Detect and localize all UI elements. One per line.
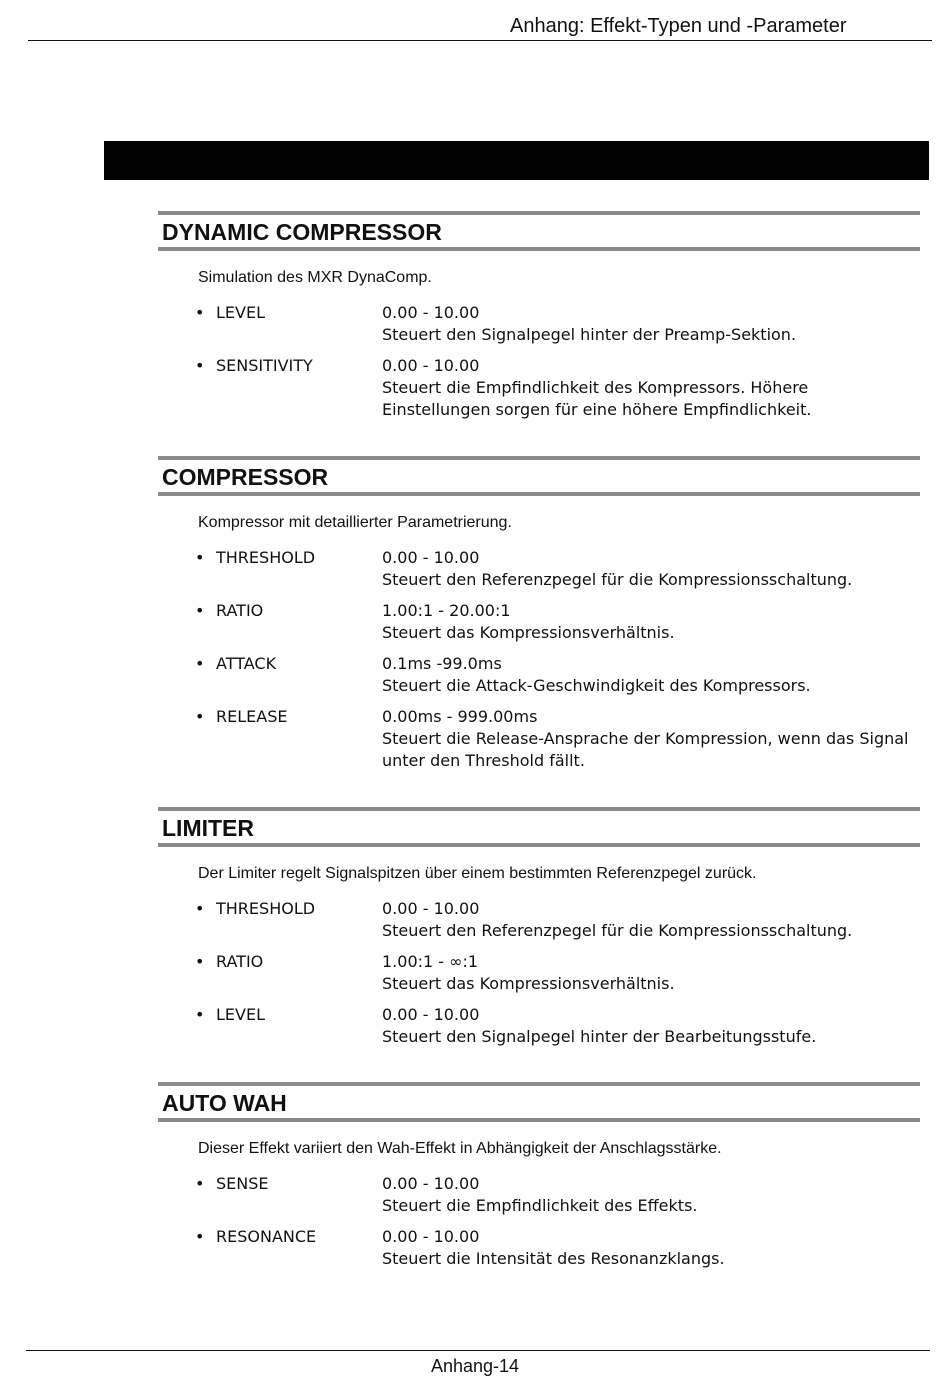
- section-title: DYNAMIC COMPRESSOR: [162, 219, 442, 245]
- bullet-icon: •: [195, 899, 205, 918]
- parameter-range: 0.00 - 10.00: [382, 1005, 480, 1024]
- parameter-description: Steuert das Kompressionsverhältnis.: [382, 974, 675, 993]
- parameter-range: 0.00ms - 999.00ms: [382, 707, 538, 726]
- parameter-name: LEVEL: [216, 1005, 265, 1024]
- parameter-range: 1.00:1 - ∞:1: [382, 952, 479, 971]
- parameter-name: RATIO: [216, 601, 264, 620]
- parameter-name: THRESHOLD: [216, 899, 316, 918]
- parameter-description: Steuert die Empfindlichkeit des Kompressors. Höhere Einstellungen sorgen für eine höhere Empfindlichkeit.: [382, 378, 812, 419]
- parameter-description: Steuert die Release-Ansprache der Kompression, wenn das Signal unter den Threshold fällt.: [382, 729, 909, 770]
- parameter-name: SENSE: [216, 1174, 269, 1193]
- section-description: Simulation des MXR DynaComp.: [198, 269, 432, 286]
- parameter-range: 1.00:1 - 20.00:1: [382, 601, 511, 620]
- parameter-range: 0.00 - 10.00: [382, 356, 480, 375]
- section-bottom-rule: [158, 247, 920, 251]
- section-banner-bar: [104, 141, 929, 180]
- footer-divider: [26, 1350, 930, 1351]
- section-bottom-rule: [158, 843, 920, 847]
- bullet-icon: •: [195, 303, 205, 322]
- parameter-item: [158, 653, 920, 697]
- bullet-icon: •: [195, 1227, 205, 1246]
- parameter-description: Steuert den Referenzpegel für die Kompressionsschaltung.: [382, 570, 853, 589]
- bullet-icon: •: [195, 707, 205, 726]
- bullet-icon: •: [195, 601, 205, 620]
- parameter-name: RELEASE: [216, 707, 288, 726]
- parameter-item: [158, 898, 920, 942]
- section-description: Der Limiter regelt Signalspitzen über einem bestimmten Referenzpegel zurück.: [198, 865, 757, 882]
- section-compressor: [158, 456, 920, 781]
- bullet-icon: •: [195, 548, 205, 567]
- parameter-item: [158, 706, 920, 772]
- section-dynamic-compressor: [158, 211, 920, 430]
- parameter-item: [158, 302, 920, 346]
- section-bottom-rule: [158, 492, 920, 496]
- parameter-range: 0.1ms -99.0ms: [382, 654, 502, 673]
- parameter-range: 0.00 - 10.00: [382, 1227, 480, 1246]
- parameter-item: [158, 1173, 920, 1217]
- parameter-description: Steuert den Signalpegel hinter der Preamp-Sektion.: [382, 325, 797, 344]
- bullet-icon: •: [195, 1174, 205, 1193]
- section-bottom-rule: [158, 1118, 920, 1122]
- parameter-description: Steuert den Referenzpegel für die Kompressionsschaltung.: [382, 921, 853, 940]
- parameter-name: THRESHOLD: [216, 548, 316, 567]
- parameter-name: RATIO: [216, 952, 264, 971]
- parameter-item: [158, 355, 920, 421]
- parameter-item: [158, 951, 920, 995]
- parameter-range: 0.00 - 10.00: [382, 548, 480, 567]
- parameter-description: Steuert die Empfindlichkeit des Effekts.: [382, 1196, 698, 1215]
- section-title: LIMITER: [162, 815, 254, 841]
- section-auto-wah: [158, 1082, 920, 1279]
- parameter-name: RESONANCE: [216, 1227, 317, 1246]
- bullet-icon: •: [195, 1005, 205, 1024]
- parameter-list: [158, 1173, 920, 1270]
- parameter-name: SENSITIVITY: [216, 356, 313, 375]
- parameter-list: [158, 302, 920, 421]
- header-divider: [28, 40, 932, 41]
- section-title: COMPRESSOR: [162, 464, 329, 490]
- section-title: AUTO WAH: [162, 1090, 287, 1116]
- parameter-range: 0.00 - 10.00: [382, 1174, 480, 1193]
- page-number: Anhang-14: [430, 1356, 520, 1376]
- parameter-list: [158, 547, 920, 772]
- parameter-description: Steuert das Kompressionsverhältnis.: [382, 623, 675, 642]
- parameter-list: [158, 898, 920, 1048]
- parameter-description: Steuert die Attack-Geschwindigkeit des Kompressors.: [382, 676, 811, 695]
- page-header-title: Anhang: Effekt-Typen und -Parameter: [510, 15, 847, 37]
- bullet-icon: •: [195, 356, 205, 375]
- parameter-range: 0.00 - 10.00: [382, 303, 480, 322]
- parameter-description: Steuert den Signalpegel hinter der Bearbeitungsstufe.: [382, 1027, 817, 1046]
- parameter-item: [158, 1226, 920, 1270]
- section-description: Kompressor mit detaillierter Parametrierung.: [198, 514, 512, 531]
- parameter-range: 0.00 - 10.00: [382, 899, 480, 918]
- parameter-item: [158, 547, 920, 591]
- parameter-item: [158, 1004, 920, 1048]
- parameter-description: Steuert die Intensität des Resonanzklangs.: [382, 1249, 725, 1268]
- section-description: Dieser Effekt variiert den Wah-Effekt in Abhängigkeit der Anschlagsstärke.: [198, 1140, 722, 1157]
- section-limiter: [158, 807, 920, 1057]
- parameter-item: [158, 600, 920, 644]
- parameter-name: LEVEL: [216, 303, 265, 322]
- bullet-icon: •: [195, 952, 205, 971]
- parameter-name: ATTACK: [216, 654, 277, 673]
- bullet-icon: •: [195, 654, 205, 673]
